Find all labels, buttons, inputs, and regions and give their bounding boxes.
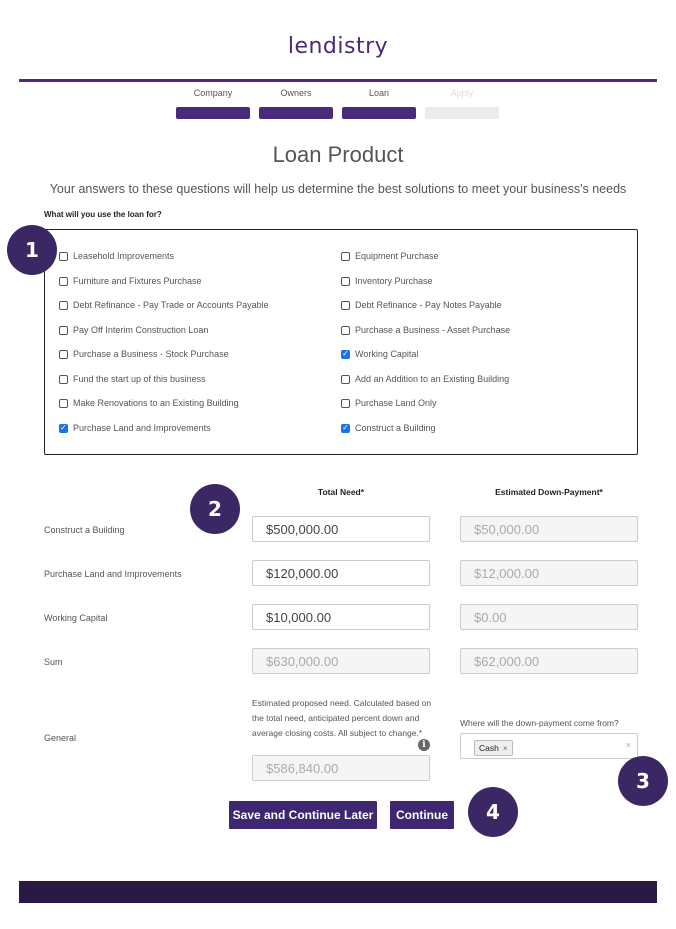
row-label-sum: Sum bbox=[44, 657, 63, 667]
checkbox-debt-refinance-notes[interactable]: Debt Refinance - Pay Notes Payable bbox=[341, 300, 502, 310]
checkbox-inventory-purchase[interactable]: Inventory Purchase bbox=[341, 276, 433, 286]
checkbox-asset-purchase[interactable]: Purchase a Business - Asset Purchase bbox=[341, 325, 510, 335]
checkbox-interim-construction[interactable]: Pay Off Interim Construction Loan bbox=[59, 325, 208, 335]
checkbox-fund-startup[interactable]: Fund the start up of this business bbox=[59, 374, 206, 384]
general-estimate-field: $586,840.00 bbox=[252, 755, 430, 781]
checkbox-box[interactable] bbox=[341, 301, 350, 310]
row-label-general: General bbox=[44, 733, 77, 743]
continue-button[interactable]: Continue bbox=[390, 801, 454, 829]
checkmark-icon[interactable]: ✓ bbox=[342, 423, 349, 432]
checkbox-box[interactable] bbox=[59, 326, 68, 335]
checkbox-box[interactable] bbox=[341, 277, 350, 286]
checkbox-box[interactable] bbox=[59, 375, 68, 384]
loan-use-checkbox-group bbox=[44, 229, 638, 455]
total-need-header: Total Need* bbox=[317, 487, 365, 497]
annotation-badge-4: 4 bbox=[468, 787, 518, 837]
annotation-badge-3: 3 bbox=[618, 756, 668, 806]
step-owners-label: Owners bbox=[280, 88, 312, 98]
total-need-construct-input[interactable]: $500,000.00 bbox=[252, 516, 430, 542]
checkbox-debt-refinance-trade[interactable]: Debt Refinance - Pay Trade or Accounts Payable bbox=[59, 300, 269, 310]
checkbox-renovations[interactable]: Make Renovations to an Existing Building bbox=[59, 398, 239, 408]
tag-remove-icon[interactable]: × bbox=[502, 743, 508, 753]
clear-selection-icon[interactable]: × bbox=[625, 740, 631, 750]
checkbox-land-improvements[interactable]: ✓ Purchase Land and Improvements bbox=[60, 423, 211, 433]
down-payment-land-field: $12,000.00 bbox=[460, 560, 638, 586]
checkbox-box[interactable] bbox=[341, 326, 350, 335]
step-apply-label: Apply bbox=[450, 88, 474, 98]
checkbox-box[interactable] bbox=[59, 252, 68, 261]
lendistry-logo: lendistry bbox=[287, 34, 389, 59]
checkmark-icon[interactable]: ✓ bbox=[342, 349, 349, 358]
annotation-badge-2: 2 bbox=[190, 484, 240, 534]
down-payment-working-capital-field: $0.00 bbox=[460, 604, 638, 630]
annotation-badge-1: 1 bbox=[7, 225, 57, 275]
step-company-label: Company bbox=[193, 88, 233, 98]
row-label-land-improvements: Purchase Land and Improvements bbox=[44, 569, 182, 579]
checkmark-icon[interactable]: ✓ bbox=[60, 423, 67, 432]
row-label-construct: Construct a Building bbox=[44, 525, 125, 535]
checkbox-box[interactable] bbox=[59, 399, 68, 408]
page-subtitle: Your answers to these questions will help us determine the best solutions to meet your business's needs bbox=[49, 182, 627, 196]
general-estimate-note: Estimated proposed need. Calculated based on the total need, anticipated percent down and average closing costs. All subject to change.* bbox=[252, 698, 432, 738]
step-loan-label: Loan bbox=[368, 88, 390, 98]
down-payment-construct-field: $50,000.00 bbox=[460, 516, 638, 542]
checkbox-equipment-purchase[interactable]: Equipment Purchase bbox=[341, 251, 439, 261]
down-payment-sum-field: $62,000.00 bbox=[460, 648, 638, 674]
checkbox-box[interactable] bbox=[341, 399, 350, 408]
checkbox-box[interactable] bbox=[341, 252, 350, 261]
page-footer bbox=[19, 881, 657, 903]
page-title: Loan Product bbox=[272, 142, 404, 167]
checkbox-box[interactable] bbox=[59, 301, 68, 310]
loan-use-question: What will you use the loan for? bbox=[44, 210, 162, 219]
down-payment-source-question: Where will the down-payment come from? bbox=[460, 718, 619, 728]
row-label-working-capital: Working Capital bbox=[44, 613, 108, 623]
checkbox-working-capital[interactable]: ✓ Working Capital bbox=[342, 349, 419, 359]
checkbox-furniture-fixtures[interactable]: Furniture and Fixtures Purchase bbox=[59, 276, 202, 286]
cash-tag-label: Cash bbox=[479, 743, 499, 753]
info-icon[interactable]: i bbox=[418, 739, 430, 751]
header-divider bbox=[19, 79, 657, 82]
step-apply-bar bbox=[425, 107, 499, 119]
down-payment-header: Estimated Down-Payment* bbox=[495, 487, 603, 497]
step-loan-bar[interactable] bbox=[342, 107, 416, 119]
step-company-bar[interactable] bbox=[176, 107, 250, 119]
step-owners-bar[interactable] bbox=[259, 107, 333, 119]
checkbox-box[interactable] bbox=[59, 277, 68, 286]
save-and-continue-later-button[interactable]: Save and Continue Later bbox=[229, 801, 377, 829]
total-need-sum-field: $630,000.00 bbox=[252, 648, 430, 674]
checkbox-box[interactable] bbox=[59, 350, 68, 359]
checkbox-building-addition[interactable]: Add an Addition to an Existing Building bbox=[341, 374, 509, 384]
cash-tag bbox=[474, 740, 513, 756]
checkbox-land-only[interactable]: Purchase Land Only bbox=[341, 398, 437, 408]
checkbox-construct-building[interactable]: ✓ Construct a Building bbox=[342, 423, 436, 433]
total-need-land-input[interactable]: $120,000.00 bbox=[252, 560, 430, 586]
total-need-working-capital-input[interactable]: $10,000.00 bbox=[252, 604, 430, 630]
checkbox-leasehold-improvements[interactable]: Leasehold Improvements bbox=[59, 251, 174, 261]
checkbox-box[interactable] bbox=[341, 375, 350, 384]
checkbox-stock-purchase[interactable]: Purchase a Business - Stock Purchase bbox=[59, 349, 229, 359]
down-payment-source-select[interactable] bbox=[460, 733, 638, 759]
